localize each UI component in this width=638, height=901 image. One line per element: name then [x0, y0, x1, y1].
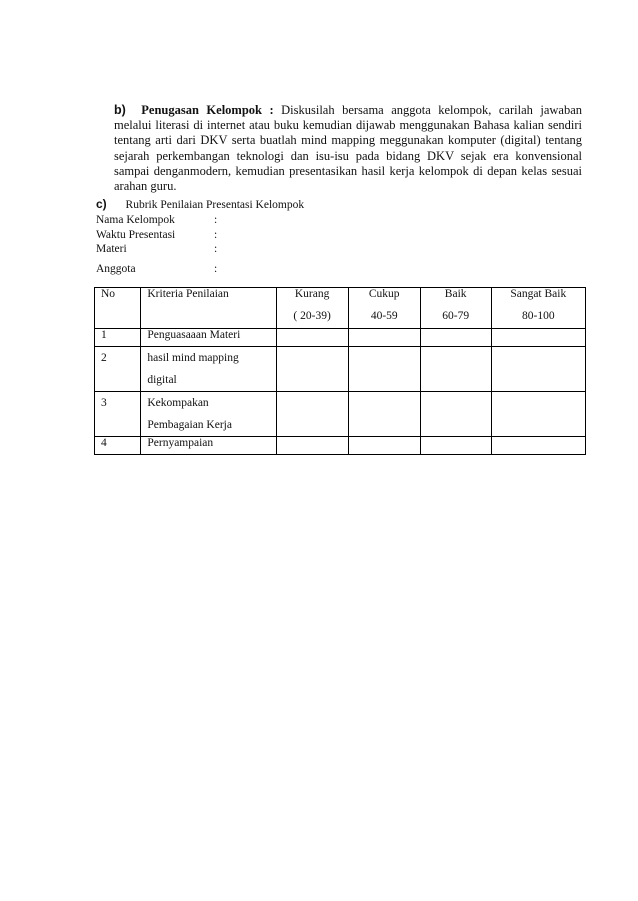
- cell-criteria-line2: Pembagaian Kerja: [147, 419, 232, 431]
- cell-no: 3: [95, 392, 141, 437]
- cell-criteria-line2: digital: [147, 374, 177, 386]
- cell-score-baik[interactable]: [420, 437, 491, 455]
- cell-score-cukup[interactable]: [348, 329, 420, 347]
- cell-criteria: [141, 347, 276, 392]
- section-b-title: Penugasan Kelompok :: [141, 103, 274, 117]
- header-sangat-baik-label: Sangat Baik: [510, 288, 567, 300]
- cell-criteria-line1: hasil mind mapping: [147, 352, 239, 364]
- table-row: [95, 392, 586, 437]
- cell-score-kurang[interactable]: [276, 347, 348, 392]
- field-anggota: [96, 262, 224, 277]
- header-cukup-label: Cukup: [368, 288, 400, 300]
- header-kurang-label: Kurang: [294, 288, 330, 300]
- header-cukup-range: 40-59: [370, 310, 398, 322]
- header-sangat-baik: [491, 288, 585, 329]
- cell-criteria: Penguasaaan Materi: [141, 329, 276, 347]
- cell-score-sangat-baik[interactable]: [491, 392, 585, 437]
- section-b-paragraph: [114, 103, 582, 194]
- cell-score-cukup[interactable]: [348, 437, 420, 455]
- cell-score-cukup[interactable]: [348, 347, 420, 392]
- cell-score-baik[interactable]: [420, 329, 491, 347]
- cell-score-sangat-baik[interactable]: [491, 347, 585, 392]
- field-colon: :: [214, 243, 218, 255]
- section-b-letter: b): [114, 103, 126, 117]
- cell-score-cukup[interactable]: [348, 392, 420, 437]
- cell-score-kurang[interactable]: [276, 329, 348, 347]
- section-b-body: Diskusilah bersama anggota kelompok, carilah jawaban melalui literasi di internet atau buku kemudian dijawab menggunakan Bahasa kalian sendiri tentang arti dari DKV serta buatlah mind mapping meggunakan komputer (digital) tentang sejarah perkembangan teknologi dan isu-isu pada bidang DKV sejak era konvensional sampai denganmodern, kemudian presentasikan hasil kerja kelompok di depan kelas sesuai arahan guru.: [114, 103, 582, 194]
- field-colon: :: [214, 262, 218, 275]
- table-row: [95, 347, 586, 392]
- rubric-table: [94, 287, 586, 455]
- field-waktu-presentasi: [96, 228, 224, 243]
- section-c-letter: c): [96, 197, 107, 211]
- cell-criteria: Pernyampaian: [141, 437, 276, 455]
- cell-no: 2: [95, 347, 141, 392]
- header-criteria: Kriteria Penilaian: [141, 288, 276, 329]
- table-header-row: [95, 288, 586, 329]
- field-label: Waktu Presentasi: [96, 228, 176, 241]
- header-baik-range: 60-79: [442, 310, 470, 322]
- header-baik: [420, 288, 491, 329]
- section-c-heading: [96, 197, 304, 211]
- cell-criteria: [141, 392, 276, 437]
- table-row: [95, 437, 586, 455]
- cell-score-kurang[interactable]: [276, 437, 348, 455]
- header-baik-label: Baik: [444, 288, 467, 300]
- header-kurang: [276, 288, 348, 329]
- section-c-title: Rubrik Penilaian Presentasi Kelompok: [125, 199, 305, 211]
- header-sangat-baik-range: 80-100: [521, 310, 555, 322]
- cell-no: 4: [95, 437, 141, 455]
- cell-score-baik[interactable]: [420, 347, 491, 392]
- header-cukup: [348, 288, 420, 329]
- cell-score-baik[interactable]: [420, 392, 491, 437]
- cell-no: 1: [95, 329, 141, 347]
- header-no: No: [95, 288, 141, 329]
- cell-criteria-line1: Kekompakan: [147, 397, 209, 409]
- field-label: Materi: [96, 243, 127, 255]
- field-colon: :: [214, 214, 218, 226]
- table-row: [95, 329, 586, 347]
- header-kurang-range: ( 20-39): [293, 310, 331, 322]
- cell-score-sangat-baik[interactable]: [491, 437, 585, 455]
- cell-score-kurang[interactable]: [276, 392, 348, 437]
- field-label: Nama Kelompok: [96, 214, 175, 226]
- field-materi: [96, 242, 224, 257]
- group-info-fields: [96, 213, 224, 276]
- cell-score-sangat-baik[interactable]: [491, 329, 585, 347]
- field-colon: :: [214, 228, 218, 241]
- field-nama-kelompok: [96, 213, 224, 228]
- field-label: Anggota: [96, 262, 136, 275]
